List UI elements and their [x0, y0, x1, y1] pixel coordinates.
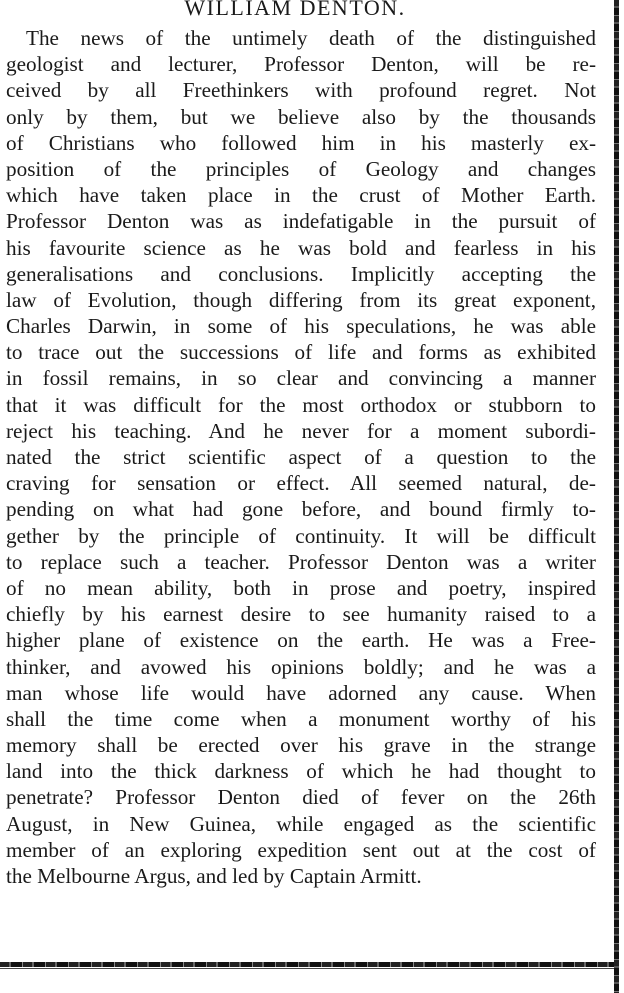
- article-line: of Christians who followed him in his masterly ex-: [6, 130, 596, 155]
- bottom-rule: [0, 962, 614, 967]
- article-line: higher plane of existence on the earth. He was a Free-: [6, 628, 596, 653]
- article-line: August, in New Guinea, while engaged as the scientific: [6, 811, 596, 836]
- article-line: that it was difficult for the most orthodox or stubborn to: [6, 392, 596, 417]
- article-line: to trace out the successions of life and forms as exhibited: [6, 340, 596, 365]
- article-line: man whose life would have adorned any cause. When: [6, 680, 596, 705]
- article-line: thinker, and avowed his opinions boldly; and he was a: [6, 654, 596, 679]
- article-line: generalisations and conclusions. Implicitly accepting the: [6, 261, 596, 286]
- article-line: craving for sensation or effect. All seemed natural, de-: [6, 471, 596, 496]
- article-line: which have taken place in the crust of Mother Earth.: [6, 183, 596, 208]
- article-line: gether by the principle of continuity. It will be difficult: [6, 523, 596, 548]
- article-title: WILLIAM DENTON.: [184, 0, 406, 20]
- article-line: ceived by all Freethinkers with profound regret. Not: [6, 78, 596, 103]
- article-line: only by them, but we believe also by the thousands: [6, 104, 596, 129]
- article-line: memory shall be erected over his grave in the strange: [6, 733, 596, 758]
- article-line: Professor Denton was as indefatigable in the pursuit of: [6, 209, 596, 234]
- article-line: reject his teaching. And he never for a moment subordi-: [6, 418, 596, 443]
- article-line: member of an exploring expedition sent out at the cost of: [6, 837, 596, 862]
- article-line: his favourite science as he was bold and fearless in his: [6, 235, 596, 260]
- article-line: the Melbourne Argus, and led by Captain Armitt.: [6, 864, 422, 888]
- article-line: in fossil remains, in so clear and convincing a manner: [6, 366, 596, 391]
- article-line: nated the strict scientific aspect of a question to the: [6, 445, 596, 469]
- article-line: chiefly by his earnest desire to see humanity raised to a: [6, 602, 596, 627]
- article-line: of no mean ability, both in prose and poetry, inspired: [6, 575, 596, 600]
- article-line: to replace such a teacher. Professor Denton was a writer: [6, 549, 596, 574]
- article-line: The news of the untimely death of the distinguished: [26, 26, 596, 50]
- article-line: position of the principles of Geology and changes: [6, 156, 596, 181]
- article-line: law of Evolution, though differing from its great exponent,: [6, 287, 596, 312]
- article-line: land into the thick darkness of which he had thought to: [6, 759, 596, 784]
- article-line: pending on what had gone before, and bound firmly to-: [6, 497, 596, 522]
- article-line: geologist and lecturer, Professor Denton, will be re-: [6, 52, 596, 77]
- bottom-rule-thin: [0, 968, 614, 969]
- article-body: [6, 25, 596, 889]
- article-line: shall the time come when a monument worthy of his: [6, 706, 596, 731]
- article-line: penetrate? Professor Denton died of fever on the 26th: [6, 785, 596, 810]
- article-line: Charles Darwin, in some of his speculations, he was able: [6, 314, 596, 339]
- column-rule: [614, 0, 619, 993]
